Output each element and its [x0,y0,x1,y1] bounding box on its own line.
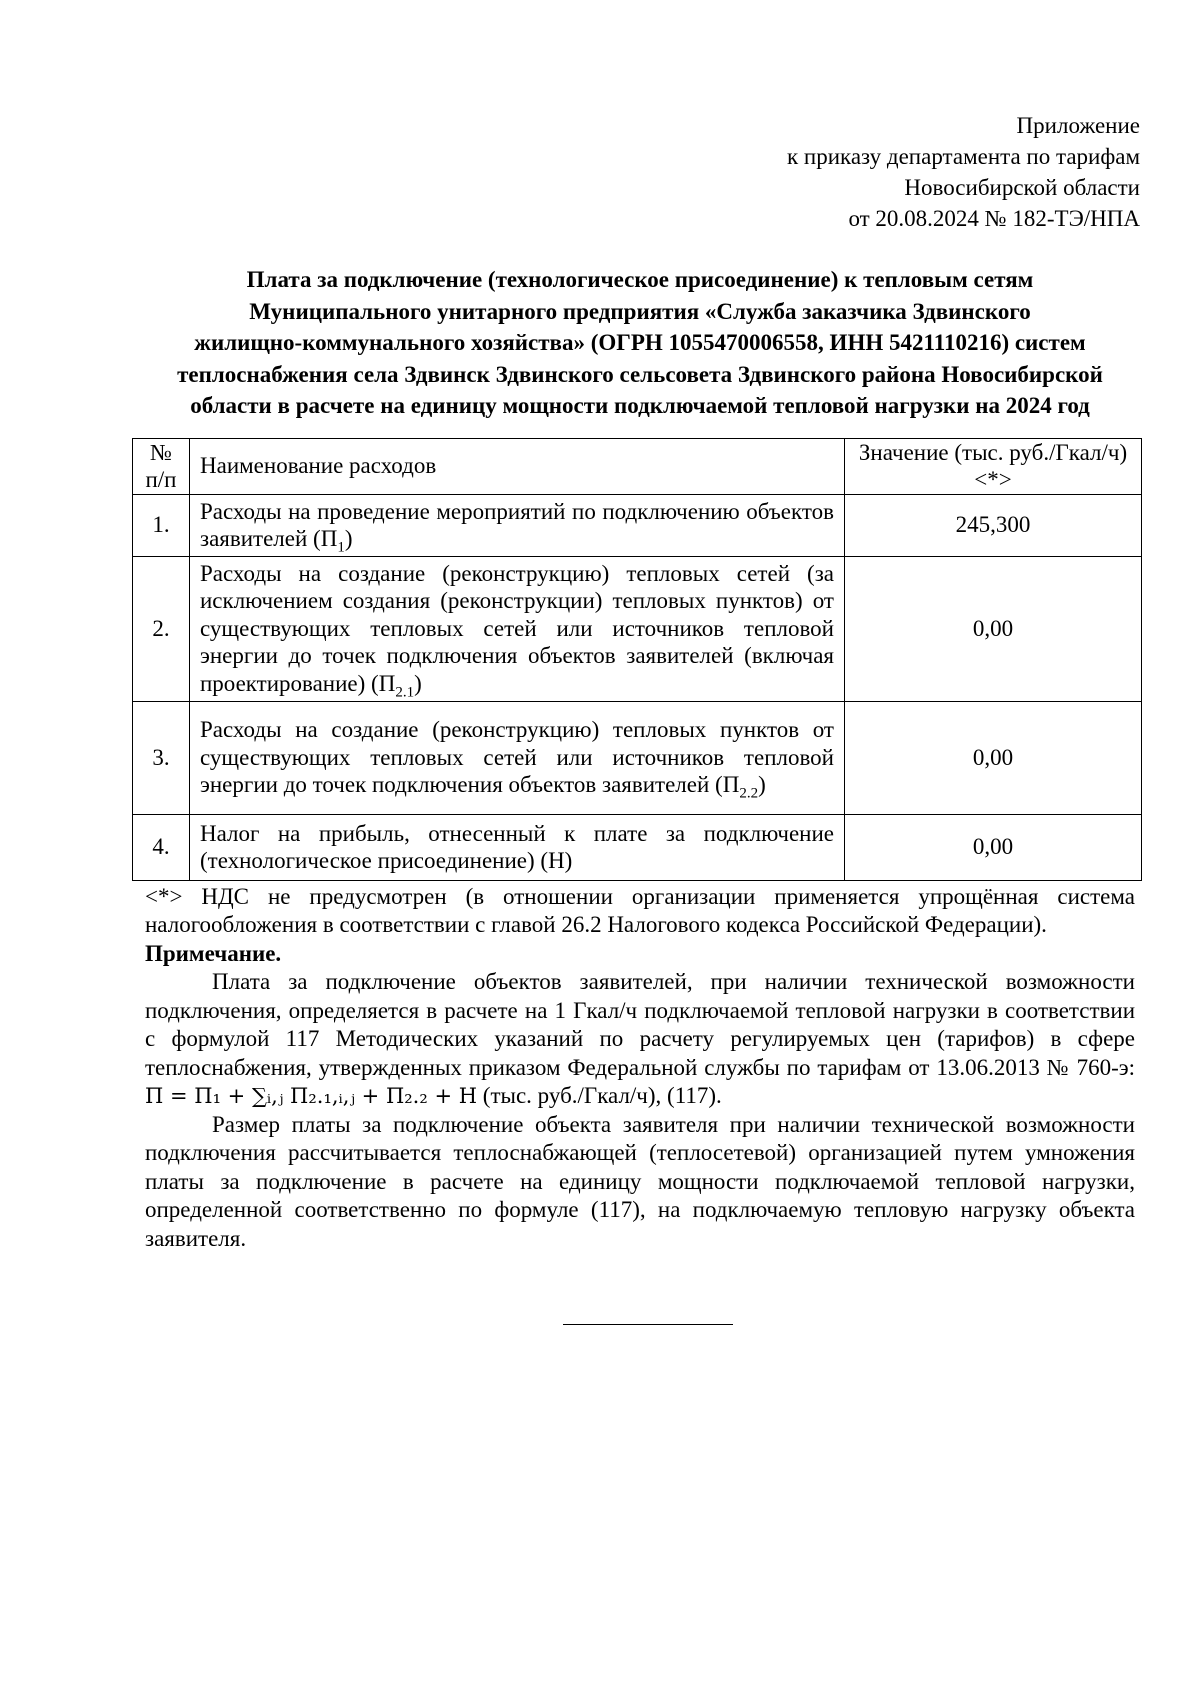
fee-size-paragraph: Размер платы за подключение объекта заявителя при наличии технической возможности подключения рассчитывается теплоснабжающей (теплосетевой) организацией путем умножения платы за подключение в расчете на единицу мощности подключаемой тепловой нагрузки, определенной соответственно по формуле (117), на подключаемую тепловую нагрузку объекта заявителя. [145,1111,1135,1251]
stamp-line: к приказу департамента по тарифам [786,144,1140,169]
title-line: Плата за подключение (технологическое присоединение) к тепловым сетям [246,267,1034,292]
row-name-sub: 2.2 [739,785,759,802]
table-row [133,814,1142,880]
vat-note-line: налогообложения в соответствии с главой 26.2 Налогового кодекса Российской Федерации). [145,912,1047,937]
stamp-line: Приложение [1016,113,1140,138]
row-value: 0,00 [845,701,1142,814]
vat-note-line: <*> НДС не предусмотрен (в отношении организации применяется упрощённая система [145,883,1135,909]
header-num: № п/п [133,438,190,494]
row-name-text: Расходы на создание (реконструкцию) тепловых пунктов от существующих тепловых сетей или источников тепловой энергии до точек подключения объектов заявителей (П [200,717,834,798]
stamp-line: от 20.08.2024 № 182-ТЭ/НПА [848,206,1140,231]
remark-heading: Примечание. [145,940,282,966]
document-title [145,264,1135,422]
row-value: 0,00 [845,556,1142,701]
table-row [133,556,1142,701]
row-value: 245,300 [845,494,1142,556]
row-name [190,556,845,701]
table-row [133,494,1142,556]
stamp-line: Новосибирской области [904,175,1140,200]
table-row [133,701,1142,814]
title-line: жилищно-коммунального хозяйства» (ОГРН 1055470006558, ИНН 5421110216) систем [194,330,1086,355]
row-num: 2. [133,556,190,701]
remark-paragraph-tail: (тыс. руб./Гкал/ч), (117). [482,1083,722,1108]
row-name [190,814,845,880]
row-name-sub: 1 [337,539,345,556]
title-line: Муниципального унитарного предприятия «Служба заказчика Здвинского [249,298,1031,324]
title-line: области в расчете на единицу мощности подключаемой тепловой нагрузки на 2024 год [190,393,1090,418]
remark-paragraph [145,968,1135,1111]
header-value: Значение (тыс. руб./Гкал/ч)<*> [845,438,1142,494]
row-name-tail: ) [758,772,766,798]
approval-stamp [640,110,1140,234]
row-num: 4. [133,814,190,880]
costs-table [132,438,1142,881]
table-header-row [133,438,1142,494]
row-name-text: Налог на прибыль, отнесенный к плате за подключение (технологическое присоединение) (Н) [200,820,834,873]
row-name-tail: ) [414,670,422,696]
remark-paragraph-text: Плата за подключение объектов заявителей, при наличии технической возможности подключения, определяется в расчете на 1 Гкал/ч подключаемой тепловой нагрузки в соответствии с формулой 117 Методических указаний по расчету регулируемых цен (тарифов) в сфере теплоснабжения, утвержденных приказом Федеральной службы по тарифам от 13.06.2013 № 760-э: [145,969,1135,1080]
row-name-tail: ) [344,526,353,551]
row-name [190,494,845,556]
end-divider-line [563,1324,733,1325]
row-num: 1. [133,494,190,556]
row-num: 3. [133,701,190,814]
row-value: 0,00 [845,814,1142,880]
title-line: теплоснабжения села Здвинск Здвинского сельсовета Здвинского района Новосибирской [177,361,1103,387]
row-name-sub: 2.1 [395,684,415,701]
row-name-text: Расходы на проведение мероприятий по подключению объектов заявителей (П [200,498,834,551]
row-name [190,701,845,814]
notes-section [145,883,1135,1254]
connection-fee-formula: П = П₁ + ∑ᵢ,ⱼ П₂.₁,ᵢ,ⱼ + П₂.₂ + Н [145,1084,478,1108]
header-name: Наименование расходов [190,438,845,494]
row-name-text: Расходы на создание (реконструкцию) тепловых сетей (за исключением создания (реконструкции) тепловых пунктов) от существующих тепловых сетей или источников тепловой энергии до точек подключения объектов заявителей (включая проектирование) (П [200,560,834,696]
